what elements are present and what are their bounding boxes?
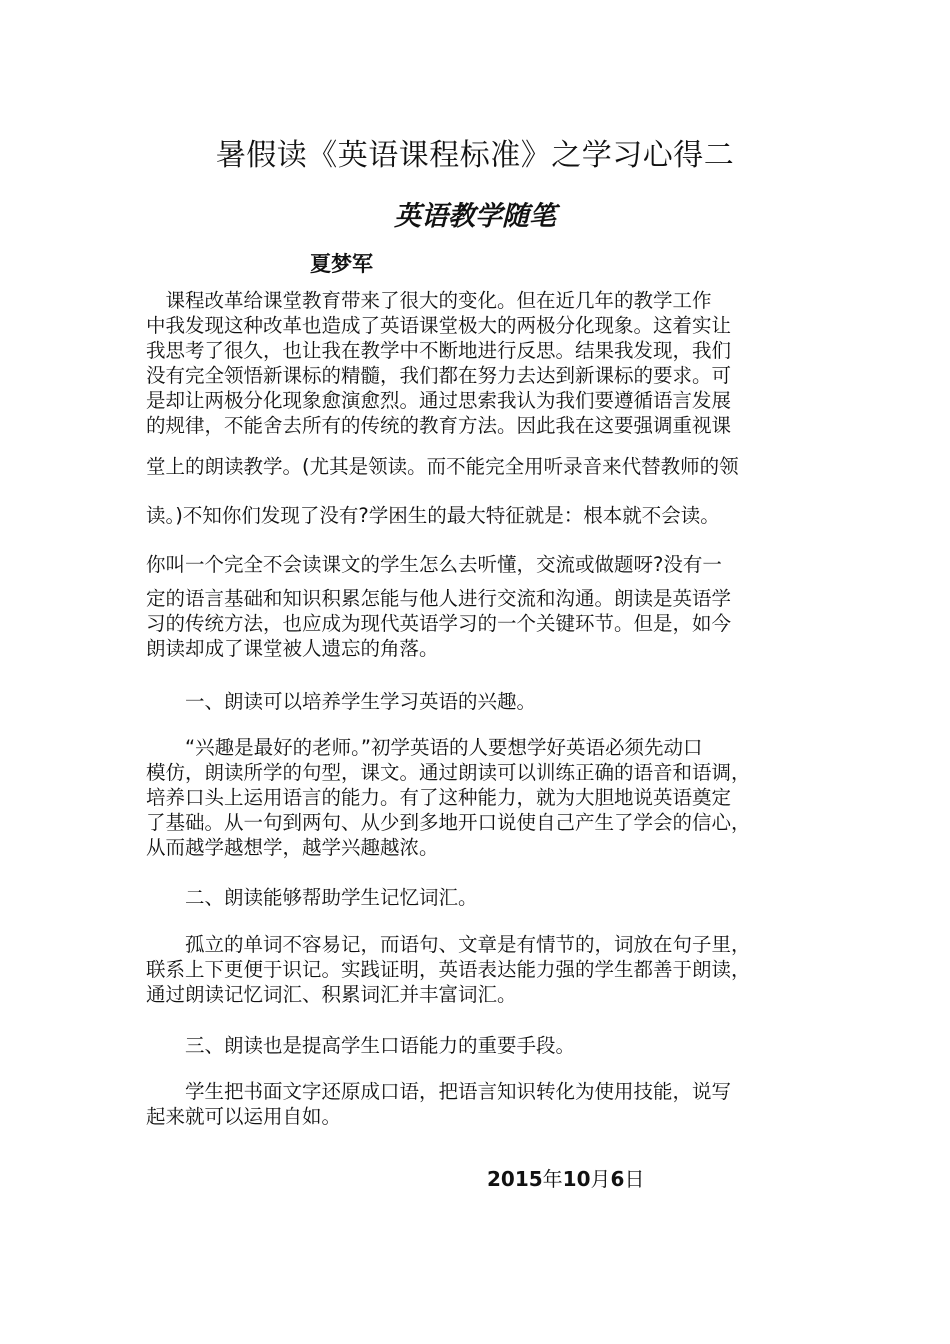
- text-line: 从而越学越想学，越学兴趣越浓。: [146, 836, 439, 859]
- date-year-unit: 年: [542, 1167, 563, 1191]
- text-line: “兴趣是最好的老师。”初学英语的人要想学好英语必须先动口: [146, 736, 703, 759]
- text-line: 课程改革给课堂教育带来了很大的变化。但在近几年的教学工作: [146, 289, 712, 312]
- text-line: 习的传统方法，也应成为现代英语学习的一个关键环节。但是，如今: [146, 612, 732, 635]
- text-line: 培养口头上运用语言的能力。有了这种能力，就为大胆地说英语奠定: [146, 786, 732, 809]
- section-paragraph: [146, 1079, 816, 1129]
- section-heading: 二、朗读能够帮助学生记忆词汇。: [146, 886, 478, 909]
- date-month-unit: 月: [590, 1167, 611, 1191]
- text-line: 你叫一个完全不会读课文的学生怎么去听懂，交流或做题呀?没有一: [146, 553, 722, 576]
- section-paragraph: [146, 735, 816, 860]
- date-month: 10: [562, 1167, 591, 1191]
- text-line: 中我发现这种改革也造成了英语课堂极大的两极分化现象。这着实让: [146, 314, 732, 337]
- date-year: 2015: [487, 1167, 543, 1191]
- document-title: 暑假读《英语课程标准》之学习心得二: [215, 138, 735, 173]
- document-date: [487, 1163, 644, 1192]
- text-line: 朗读却成了课堂被人遗忘的角落。: [146, 637, 439, 660]
- text-line: 孤立的单词不容易记，而语句、文章是有情节的，词放在句子里，: [146, 933, 751, 956]
- document-subtitle: 英语教学随笔: [394, 201, 556, 232]
- text-line: 定的语言基础和知识积累怎能与他人进行交流和沟通。朗读是英语学: [146, 587, 732, 610]
- section-heading: 一、朗读可以培养学生学习英语的兴趣。: [146, 690, 537, 713]
- text-line: 了基础。从一句到两句、从少到多地开口说使自己产生了学会的信心，: [146, 811, 751, 834]
- text-line: 的规律，不能舍去所有的传统的教育方法。因此我在这要强调重视课: [146, 414, 732, 437]
- text-line: 堂上的朗读教学。(尤其是领读。而不能完全用听录音来代替教师的领: [146, 455, 739, 478]
- author-name: 夏梦军: [310, 251, 373, 276]
- section-heading: 三、朗读也是提高学生口语能力的重要手段。: [146, 1034, 576, 1057]
- intro-paragraph-part-2: [146, 586, 816, 661]
- text-line: 没有完全领悟新课标的精髓，我们都在努力去达到新课标的要求。可: [146, 364, 732, 387]
- text-line: 通过朗读记忆词汇、积累词汇并丰富词汇。: [146, 983, 517, 1006]
- intro-paragraph-part-1: [146, 288, 816, 438]
- text-line: 我思考了很久，也让我在教学中不断地进行反思。结果我发现，我们: [146, 339, 732, 362]
- date-day: 6: [610, 1167, 625, 1191]
- date-day-unit: 日: [624, 1167, 645, 1191]
- text-line: 读。)不知你们发现了没有?学困生的最大特征就是：根本就不会读。: [146, 504, 720, 527]
- section-paragraph: [146, 932, 816, 1007]
- text-line: 学生把书面文字还原成口语，把语言知识转化为使用技能，说写: [146, 1080, 732, 1103]
- text-line: 模仿，朗读所学的句型，课文。通过朗读可以训练正确的语音和语调，: [146, 761, 751, 784]
- text-line: 起来就可以运用自如。: [146, 1105, 342, 1128]
- text-line: 联系上下更便于识记。实践证明，英语表达能力强的学生都善于朗读，: [146, 958, 751, 981]
- text-line: 是却让两极分化现象愈演愈烈。通过思索我认为我们要遵循语言发展: [146, 389, 732, 412]
